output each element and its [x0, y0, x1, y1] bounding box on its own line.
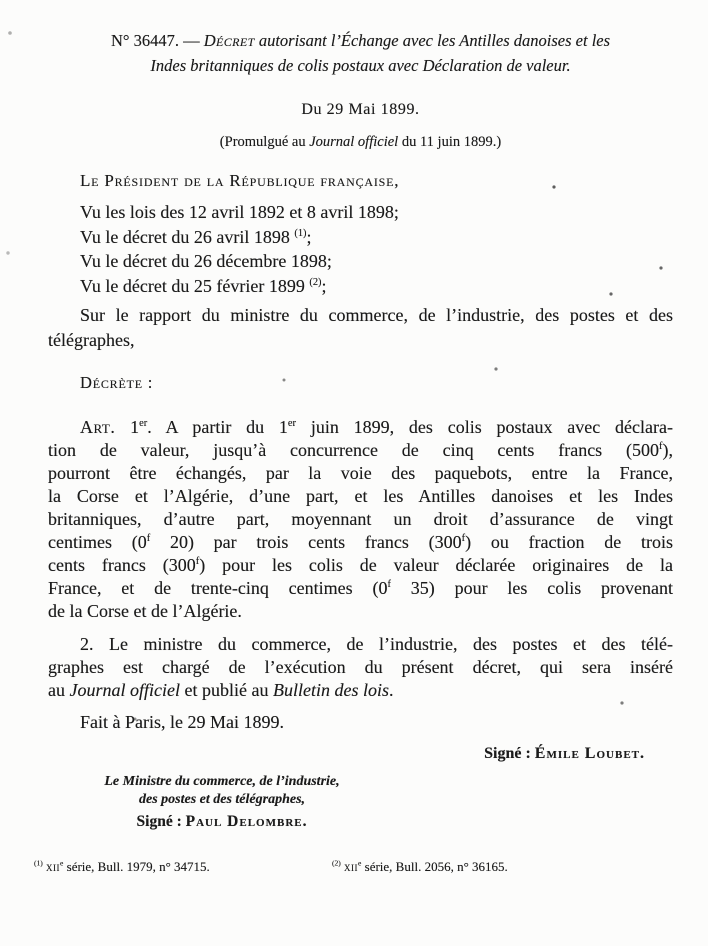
- president-signature-prefix: Signé :: [484, 745, 535, 762]
- title-line-1: autorisant l’Échange avec les Antilles danoises et les: [254, 31, 611, 50]
- president-signature: [48, 743, 673, 765]
- minister-signature-name: Paul Delombre.: [185, 813, 308, 830]
- article-1-line: pourront être échangés, par la voie des paquebots, entre la France,: [48, 463, 673, 483]
- article-1-line: la Corse et l’Algérie, d’une part, et les Antilles danoises et les Indes: [48, 486, 673, 506]
- scan-artifacts: [0, 0, 2, 2]
- footnote-2: $^{(2)}$ xii$^e$ série, Bull. 2056, n° 36165.: [332, 858, 508, 874]
- recital-line-2: Vu le décret du 26 avril 1898 $^{(1)}$;: [80, 226, 312, 247]
- salutation: Le Président de la République française,: [80, 171, 400, 190]
- article-1: [48, 416, 673, 623]
- minister-signature: [72, 811, 372, 832]
- minister-signature-block: [72, 773, 372, 832]
- minister-title: [72, 773, 372, 808]
- article-1-line: tion de valeur, jusqu’à concurrence de cinq cents francs (500$^f$),: [48, 440, 673, 460]
- minister-title-line-1: Le Ministre du commerce, de l’industrie,: [104, 774, 340, 789]
- article-1-line: France, et de trente-cinq centimes (0$^f$ 35) pour les colis provenant: [48, 578, 673, 598]
- closing-line: Fait à Paris, le 29 Mai 1899.: [80, 712, 284, 732]
- promulgation-line: (Promulgué au Journal officiel du 11 juin 1899.): [219, 134, 502, 150]
- report-line-2: télégraphes,: [48, 329, 135, 350]
- article-2-line: graphes est chargé de l’exécution du présent décret, qui sera inséré: [48, 657, 673, 677]
- minister-title-line-2: des postes et des télégraphes,: [138, 791, 306, 807]
- document-title: [48, 28, 673, 78]
- recital-line-1: Vu les lois des 12 avril 1892 et 8 avril 1898;: [80, 202, 399, 222]
- article-2-line: 2. Le ministre du commerce, de l’industrie, des postes et des télé-: [80, 634, 673, 654]
- footnote-1: $^{(1)}$ xii$^e$ série, Bull. 1979, n° 34715.: [34, 858, 210, 874]
- recital-line-4: Vu le décret du 25 février 1899 $^{(2)}$;: [80, 275, 327, 296]
- recitals: [48, 200, 673, 298]
- footnotes: [0, 858, 708, 876]
- article-1-line: britanniques, d’autre part, moyennant un droit d’assurance de vingt: [48, 509, 673, 529]
- article-1-line: cents francs (300$^f$) pour les colis de valeur déclarée originaires de la: [48, 555, 673, 575]
- report-line-1: Sur le rapport du ministre du commerce, de l’industrie, des postes et des: [80, 305, 673, 325]
- recital-line-3: Vu le décret du 26 décembre 1898;: [80, 251, 332, 271]
- title-line-2: Indes britanniques de colis postaux avec Déclaration de valeur.: [150, 56, 571, 75]
- president-signature-name: Émile Loubet.: [534, 745, 645, 762]
- decree-heading: Décrète :: [80, 373, 154, 392]
- article-2: [48, 633, 673, 702]
- minister-signature-prefix: Signé :: [136, 813, 186, 830]
- article-1-line: centimes (0$^f$ 20) par trois cents francs (300$^f$) ou fraction de trois: [48, 532, 673, 552]
- report-paragraph: [48, 303, 673, 352]
- decree-word: Décret: [203, 31, 255, 50]
- date-line: Du 29 Mai 1899.: [301, 101, 420, 118]
- article-2-line: au Journal officiel et publié au Bulletin des lois.: [48, 680, 394, 700]
- article-1-line: Art. 1er. A partir du 1er juin 1899, des colis postaux avec déclara-: [80, 417, 673, 437]
- decree-number: N° 36447. —: [110, 31, 204, 50]
- article-1-line: de la Corse et de l’Algérie.: [48, 601, 242, 621]
